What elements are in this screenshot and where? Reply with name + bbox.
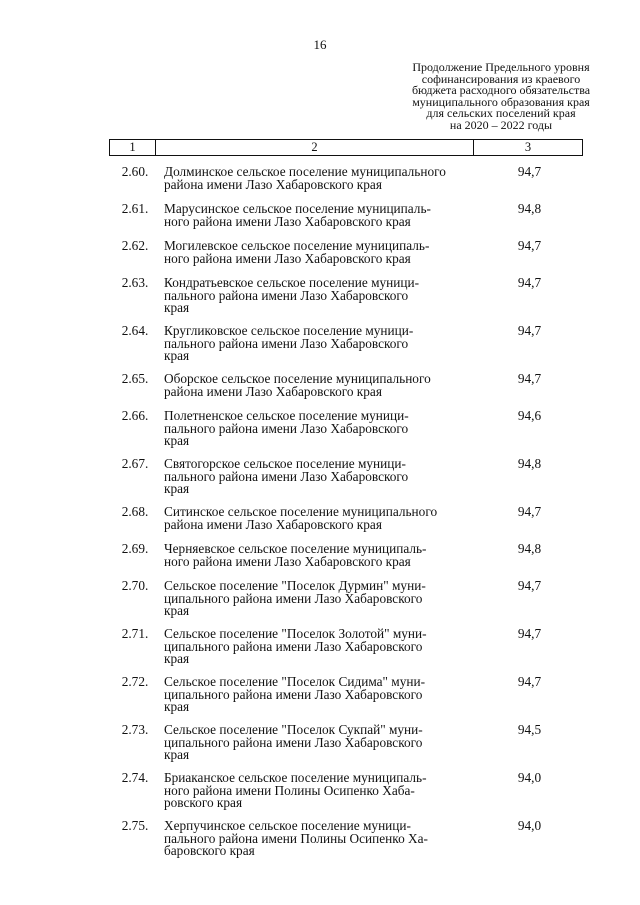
row-name	[161, 458, 476, 506]
row-value: 94,8	[517, 456, 542, 471]
row-name-line: края	[164, 651, 190, 667]
row-name	[161, 543, 476, 580]
row-name-line: Сельское поселение "Поселок Сукпай" муни-	[164, 722, 423, 737]
row-number: 2.73.	[121, 722, 149, 737]
row-number: 2.60.	[121, 164, 149, 179]
row-value: 94,7	[517, 323, 542, 338]
table-row	[109, 458, 583, 506]
row-name	[161, 166, 476, 203]
row-value: 94,8	[517, 201, 542, 216]
row-name-line: Кругликовское сельское поселение муници-	[164, 323, 414, 338]
row-number: 2.68.	[121, 504, 149, 519]
row-name-line: Бриаканское сельское поселение муниципаль-	[164, 770, 427, 785]
row-name	[161, 676, 476, 724]
row-name-line: пального района имени Лазо Хабаровского	[164, 287, 409, 303]
row-number: 2.70.	[121, 578, 149, 593]
row-value: 94,7	[517, 275, 542, 290]
row-number: 2.62.	[121, 238, 149, 253]
row-name-line: пального района имени Полины Осипенко Ха-	[164, 830, 428, 846]
caption-line: для сельских поселений края	[426, 106, 576, 120]
row-value: 94,0	[517, 818, 542, 833]
row-name-line: ного района имени Лазо Хабаровского края	[164, 553, 411, 569]
table-row	[109, 166, 583, 203]
table-row	[109, 325, 583, 373]
row-name-line: ципального района имени Лазо Хабаровского	[164, 734, 423, 750]
table-row	[109, 772, 583, 820]
row-number: 2.61.	[121, 201, 149, 216]
table-row	[109, 373, 583, 410]
table-row	[109, 580, 583, 628]
row-name-line: Марусинское сельское поселение муниципаль-	[164, 201, 431, 216]
caption-line: бюджета расходного обязательства	[411, 83, 591, 97]
row-name-line: ципального района имени Лазо Хабаровского	[164, 686, 423, 702]
row-name	[161, 506, 476, 543]
table-row	[109, 506, 583, 543]
row-number: 2.64.	[121, 323, 149, 338]
row-name	[161, 325, 476, 373]
row-name-line: Оборское сельское поселение муниципального	[164, 371, 431, 386]
row-value: 94,7	[517, 504, 542, 519]
row-name-line: баровского края	[164, 843, 255, 859]
header-cell-1: 1	[110, 140, 156, 155]
row-value: 94,0	[517, 770, 542, 785]
caption-line: Продолжение Предельного уровня	[412, 60, 590, 74]
row-number: 2.63.	[121, 275, 149, 290]
row-name-line: края	[164, 699, 190, 715]
row-name-line: Сельское поселение "Поселок Золотой" муни-	[164, 626, 427, 641]
row-number: 2.67.	[121, 456, 149, 471]
row-number: 2.71.	[121, 626, 149, 641]
row-number: 2.75.	[121, 818, 149, 833]
row-name-line: района имени Лазо Хабаровского края	[164, 176, 382, 192]
table-row	[109, 277, 583, 325]
row-name-line: пального района имени Лазо Хабаровского	[164, 335, 409, 351]
row-name	[161, 203, 476, 240]
row-name-line: ципального района имени Лазо Хабаровского	[164, 590, 423, 606]
row-name-line: края	[164, 481, 190, 497]
row-name-line: ного района имени Лазо Хабаровского края	[164, 213, 411, 229]
row-name-line: района имени Лазо Хабаровского края	[164, 383, 382, 399]
row-name-line: Кондратьевское сельское поселение муници-	[164, 275, 420, 290]
row-name-line: Долминское сельское поселение муниципального	[164, 164, 446, 179]
row-value: 94,7	[517, 371, 542, 386]
row-name-line: пального района имени Лазо Хабаровского	[164, 420, 409, 436]
header-cell-3: 3	[524, 140, 532, 154]
row-value: 94,6	[517, 408, 542, 423]
table-row	[109, 543, 583, 580]
row-name-line: Полетненское сельское поселение муници-	[164, 408, 409, 423]
caption-line: софинансирования из краевого	[421, 71, 581, 86]
row-name-line: Могилевское сельское поселение муниципаль-	[164, 238, 430, 253]
row-name	[161, 373, 476, 410]
row-name	[161, 628, 476, 676]
table-caption	[392, 62, 610, 131]
row-name-line: пального района имени Лазо Хабаровского	[164, 468, 409, 484]
table-row	[109, 724, 583, 772]
row-value: 94,7	[517, 626, 542, 641]
header-cell-2: 2	[156, 140, 474, 155]
row-value: 94,8	[517, 541, 542, 556]
row-value: 94,7	[517, 674, 542, 689]
row-number: 2.65.	[121, 371, 149, 386]
row-name-line: ного района имени Лазо Хабаровского края	[164, 250, 411, 266]
row-value: 94,5	[517, 722, 542, 737]
row-name-line: Черняевское сельское поселение муниципаль-	[164, 541, 427, 556]
row-name	[161, 240, 476, 277]
row-name-line: ципального района имени Лазо Хабаровского	[164, 638, 423, 654]
row-name-line: края	[164, 747, 190, 763]
table-row	[109, 410, 583, 458]
table-row	[109, 203, 583, 240]
row-name-line: края	[164, 603, 190, 619]
row-name-line: края	[164, 300, 190, 316]
row-name	[161, 820, 476, 868]
row-number: 2.69.	[121, 541, 149, 556]
table-row	[109, 820, 583, 868]
row-name-line: Сельское поселение "Поселок Сидима" муни-	[164, 674, 426, 689]
row-value: 94,7	[517, 238, 542, 253]
row-name	[161, 277, 476, 325]
row-name-line: Ситинское сельское поселение муниципального	[164, 504, 438, 519]
row-name-line: края	[164, 348, 190, 364]
row-name-line: ровского края	[164, 795, 243, 811]
row-name-line: Сельское поселение "Поселок Дурмин" муни-	[164, 578, 426, 593]
row-value: 94,7	[517, 578, 542, 593]
table-header	[109, 139, 583, 156]
row-name	[161, 410, 476, 458]
row-name-line: района имени Лазо Хабаровского края	[164, 516, 382, 532]
row-name-line: Святогорское сельское поселение муници-	[164, 456, 406, 471]
row-number: 2.72.	[121, 674, 149, 689]
row-name-line: Херпучинское сельское поселение муници-	[164, 818, 411, 833]
row-number: 2.66.	[121, 408, 149, 423]
table-row	[109, 628, 583, 676]
row-name-line: края	[164, 433, 190, 449]
row-name-line: ного района имени Полины Осипенко Хаба-	[164, 782, 415, 798]
page-number: 16	[313, 37, 327, 52]
table-row	[109, 676, 583, 724]
row-name	[161, 724, 476, 772]
caption-line: на 2020 – 2022 годы	[449, 117, 553, 132]
row-value: 94,7	[517, 164, 542, 179]
caption-line: муниципального образования края	[412, 94, 590, 109]
row-name	[161, 580, 476, 628]
row-name	[161, 772, 476, 820]
row-number: 2.74.	[121, 770, 149, 785]
table-row	[109, 240, 583, 277]
table-body	[109, 166, 583, 868]
